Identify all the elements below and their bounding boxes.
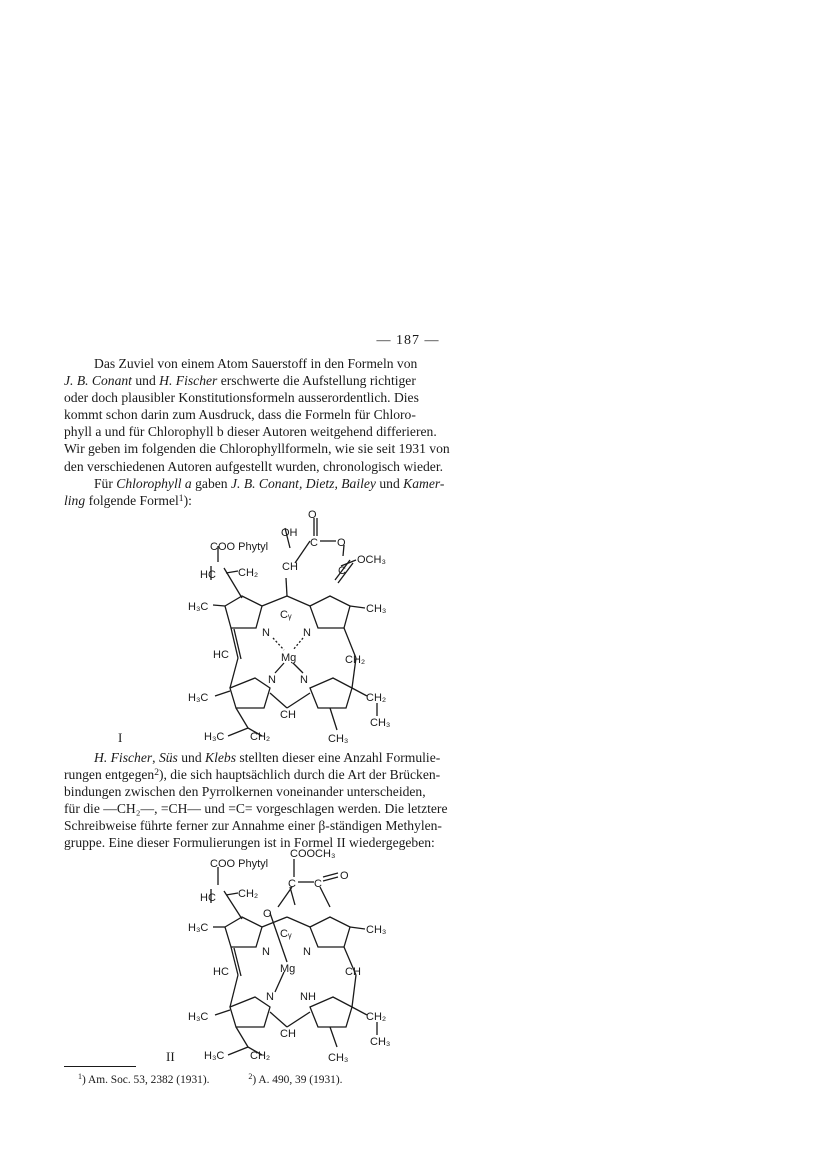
formula-label: C <box>338 565 346 577</box>
connector: und <box>135 373 156 389</box>
word: und <box>379 475 400 491</box>
formula-label: CH₃ <box>370 1036 391 1048</box>
footnote-text: ) A. 490, 39 (1931). <box>252 1074 343 1086</box>
formula-ii-drawing <box>180 847 410 1069</box>
formula-label: CH₂ <box>238 567 259 579</box>
formula-label: CH₂ <box>250 731 271 743</box>
text-line: Wir geben im folgenden die Chlorophyllformeln, wie sie seit 1931 von <box>64 441 450 457</box>
text-line: bindungen zwischen den Pyrrolkernen voneinander unterscheiden, <box>64 784 426 800</box>
paragraph-formula-intro <box>64 475 514 492</box>
formula-label: OCH₃ <box>357 554 386 566</box>
word: und <box>181 750 202 765</box>
formula-label: CH₃ <box>328 733 349 745</box>
formula-label: C <box>314 878 322 890</box>
word: , <box>152 750 156 765</box>
text-line <box>64 766 514 783</box>
formula-label: CH₂ <box>238 888 259 900</box>
compound-name: Chlorophyll a <box>116 475 192 491</box>
text-line: Das Zuviel von einem Atom Sauerstoff in den Formeln von <box>94 356 418 371</box>
text-line: kommt schon darin zum Ausdruck, dass die Formeln für Chloro- <box>64 407 416 423</box>
footnote-rule <box>64 1066 136 1067</box>
text-line <box>64 492 514 509</box>
formula-label: N <box>262 627 270 639</box>
formula-label: CH₂ <box>250 1050 271 1062</box>
footnote-mark: 2 <box>248 1072 253 1081</box>
text-line <box>64 372 514 389</box>
text-line <box>64 749 514 766</box>
formula-label: COOCH₃ <box>290 848 336 860</box>
structural-formula-ii <box>180 847 410 1069</box>
formula-label: Cᵧ <box>280 609 292 621</box>
formula-label: CH <box>280 709 296 721</box>
formula-label: O <box>308 509 317 521</box>
formula-label: N <box>303 946 311 958</box>
formula-label: CH₂ <box>366 692 387 704</box>
formula-i-drawing <box>180 508 410 748</box>
formula-label: N <box>266 991 274 1003</box>
formula-label: H₃C <box>204 1050 225 1062</box>
author-name: J. B. Conant <box>64 373 132 389</box>
footnote-mark: 1 <box>78 1072 82 1081</box>
formula-label: H₃C <box>188 601 209 613</box>
paragraph-intro <box>64 355 514 509</box>
formula-label: Mg <box>280 963 296 975</box>
structural-formula-i <box>180 508 410 748</box>
formula-label: HC <box>213 649 229 661</box>
formula-label: COO Phytyl <box>210 858 269 870</box>
author-name: Klebs <box>205 750 237 765</box>
footnote-ref[interactable]: 1 <box>178 493 184 504</box>
word: rungen entgegen <box>64 767 155 783</box>
formula-label: CH <box>282 561 298 573</box>
formula-label: C <box>288 878 296 890</box>
text-line-rest: erschwerte die Aufstellung richtiger <box>220 373 416 389</box>
formula-label: N <box>268 674 276 686</box>
formula-label: O <box>263 908 272 920</box>
footnote-ref[interactable]: 2 <box>154 768 159 779</box>
formula-label: Cᵧ <box>280 928 292 940</box>
word: Für <box>94 475 113 491</box>
text-line: für die —CH₂—, =CH— und =C= vorgeschlagen werden. Die letztere <box>64 801 448 817</box>
formula-label: CH₂ <box>366 1011 387 1023</box>
formula-label: H₃C <box>188 1011 209 1023</box>
formula-label: COO Phytyl <box>210 541 269 553</box>
formula-label: OH <box>281 527 298 539</box>
formula-label: CH₃ <box>366 924 387 936</box>
text-line: phyll a und für Chlorophyll b dieser Autoren weitgehend differieren. <box>64 424 437 440</box>
author-name: ling <box>64 492 86 508</box>
formula-ii-numeral: II <box>166 1049 175 1064</box>
formula-label: O <box>340 870 349 882</box>
author-name: J. B. Conant, Dietz, Bailey <box>230 475 376 491</box>
author-name: Kamer- <box>403 475 445 491</box>
text-line: den verschiedenen Autoren aufgestellt wurden, chronologisch wieder. <box>64 458 443 474</box>
formula-label: NH <box>300 991 316 1003</box>
formula-label: O <box>337 537 346 549</box>
footnotes <box>78 1074 343 1086</box>
author-name: H. Fischer <box>94 750 153 765</box>
formula-label: CH <box>345 966 361 978</box>
formula-label: H₃C <box>204 731 225 743</box>
paragraph-fischer <box>64 749 514 852</box>
author-name: H. Fischer <box>159 373 218 389</box>
formula-label: H₃C <box>188 692 209 704</box>
formula-label: N <box>262 946 270 958</box>
text-line: Schreibweise führte ferner zur Annahme einer β-ständigen Methylen- <box>64 818 442 834</box>
formula-label: CH <box>280 1028 296 1040</box>
formula-label: N <box>303 627 311 639</box>
formula-label: H₃C <box>188 922 209 934</box>
formula-label: CH₃ <box>370 717 391 729</box>
formula-label: N <box>300 674 308 686</box>
footnote-2 <box>248 1074 342 1086</box>
formula-label: CH₂ <box>345 654 366 666</box>
word: ), die sich hauptsächlich durch die Art der Brücken- <box>158 767 441 783</box>
formula-label: C <box>310 537 318 549</box>
word: folgende Formel <box>88 492 179 508</box>
author-name: Süs <box>158 750 178 765</box>
footnote-1 <box>78 1074 210 1086</box>
word: gaben <box>195 475 228 491</box>
text-line: gruppe. Eine dieser Formulierungen ist in Formel II wiedergegeben: <box>64 835 435 851</box>
formula-i-numeral: I <box>118 730 123 745</box>
formula-label: HC <box>200 569 216 581</box>
formula-label: Mg <box>281 652 297 664</box>
footnote-text: ) Am. Soc. 53, 2382 (1931). <box>81 1074 210 1086</box>
formula-label: HC <box>213 966 229 978</box>
formula-label: CH₃ <box>328 1052 349 1064</box>
formula-label: HC <box>200 892 216 904</box>
word: ): <box>183 492 192 508</box>
page-number: — 187 — <box>376 333 440 348</box>
formula-label: CH₃ <box>366 603 387 615</box>
text-line: oder doch plausibler Konstitutionsformeln ausserordentlich. Dies <box>64 390 419 406</box>
word: stellten dieser eine Anzahl Formulie- <box>239 750 441 765</box>
